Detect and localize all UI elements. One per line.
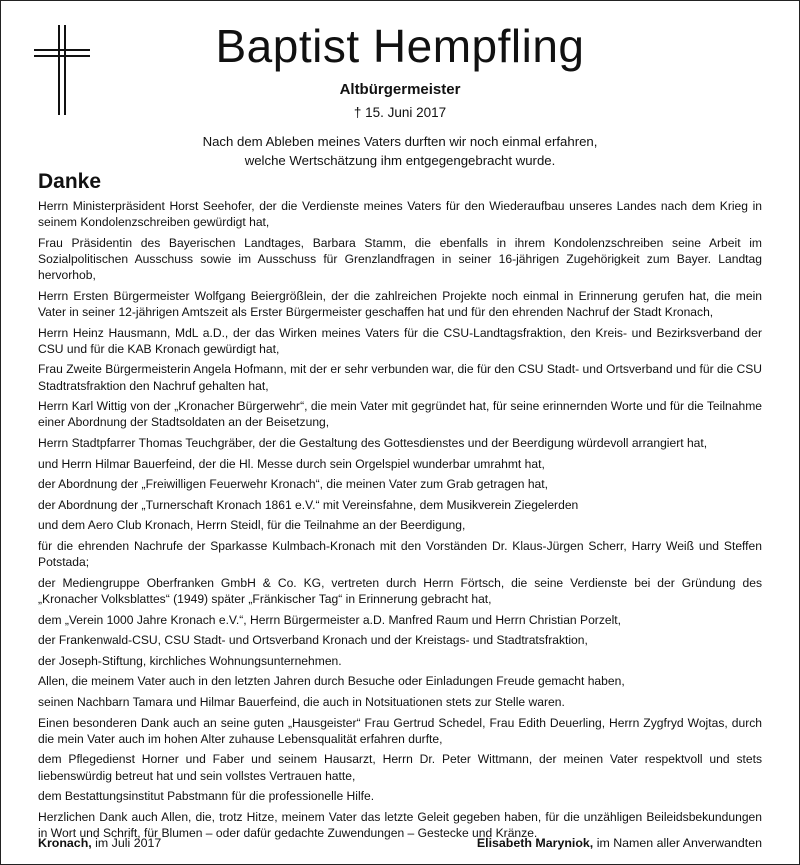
thanks-paragraph: Herrn Heinz Hausmann, MdL a.D., der das Wirken meines Vaters für die CSU-Landtagsfraktion, den Kreis- und Bezirksverband der CSU und für die KAB Kronach gewürdigt hat,: [38, 325, 762, 356]
footer-date: im Juli 2017: [95, 836, 162, 850]
thanks-paragraph: seinen Nachbarn Tamara und Hilmar Bauerfeind, die auch in Notsituationen stets zur Stelle waren.: [38, 694, 565, 709]
thanks-paragraph: Herzlichen Dank auch Allen, die, trotz Hitze, meinem Vater das letzte Geleit gegeben haben, für die unzähligen Beileidsbekundungen in Wort und Schrift, für Blumen – oder dafür gedachte Zuwendungen – Gestecke und Kränze.: [38, 809, 762, 840]
footer-place-date: [38, 834, 161, 852]
thanks-paragraph: der Joseph-Stiftung, kirchliches Wohnungsunternehmen.: [38, 653, 342, 668]
thanks-paragraph: Allen, die meinem Vater auch in den letzten Jahren durch Besuche oder Einladungen Freude gemacht haben,: [38, 674, 625, 689]
thanks-paragraph: Einen besonderen Dank auch an seine guten „Hausgeister“ Frau Gertrud Schedel, Frau Edith Deuerling, Herrn Zygfryd Wojtas, durch die mein Vater auch im hohen Alter zuhause Lebensqualität erfahren durfte,: [38, 715, 762, 746]
deceased-name: Baptist Hempfling: [215, 20, 585, 72]
thanks-paragraph: Herrn Ersten Bürgermeister Wolfgang Beiergrößlein, der die zahlreichen Projekte noch einmal in Erinnerung gerufen hat, die mein Vater in seiner 12-jährigen Amtszeit als Erster Bürgermeister geschaffen hat und für den ehrenden Nachruf der Stadt Kronach,: [38, 288, 762, 319]
thanks-paragraph: der Frankenwald-CSU, CSU Stadt- und Ortsverband Kronach und der Kreistags- und Stadtratsfraktion,: [38, 633, 588, 648]
thanks-paragraph: dem „Verein 1000 Jahre Kronach e.V.“, Herrn Bürgermeister a.D. Manfred Raum und Herrn Christian Porzelt,: [38, 612, 622, 627]
intro-line: Nach dem Ableben meines Vaters durften wir noch einmal erfahren,: [202, 134, 598, 149]
thanks-paragraph: der Abordnung der „Freiwilligen Feuerwehr Kronach“, die meinen Vater zum Grab getragen hat,: [38, 477, 548, 492]
footer-signature: [477, 834, 762, 852]
thanks-paragraph: und dem Aero Club Kronach, Herrn Steidl, für die Teilnahme an der Beerdigung,: [38, 518, 466, 533]
thanks-paragraph: für die ehrenden Nachrufe der Sparkasse Kulmbach-Kronach mit den Vorständen Dr. Klaus-Jürgen Scherr, Harry Weiß und Steffen Potstada;: [38, 538, 762, 570]
thanks-body: [38, 198, 762, 846]
thanks-paragraph: Herrn Ministerpräsident Horst Seehofer, der die Verdienste meines Vaters für den Wiederaufbau unseres Landes nach dem Krieg in seinem Kondolenzschreiben gewürdigt hat,: [38, 199, 762, 230]
thanks-paragraph: dem Bestattungsinstitut Pabstmann für die professionelle Hilfe.: [38, 789, 375, 804]
thanks-paragraph: dem Pflegedienst Horner und Faber und seinem Hausarzt, Herrn Dr. Peter Wittmann, der meinen Vater respektvoll und stets liebenswürdig betreut hat und sein vollstes Vertrauen hatte,: [38, 752, 762, 783]
thanks-paragraph: der Abordnung der „Turnerschaft Kronach 1861 e.V.“ mit Vereinsfahne, dem Musikverein Ziegelerden: [38, 497, 579, 512]
death-date: † 15. Juni 2017: [353, 105, 447, 120]
intro-text: [130, 132, 670, 170]
thanks-paragraph: und Herrn Hilmar Bauerfeind, der die Hl. Messe durch sein Orgelspiel wunderbar umrahmt hat,: [38, 456, 545, 471]
footer-place: Kronach,: [38, 836, 92, 850]
thanks-paragraph: der Mediengruppe Oberfranken GmbH & Co. KG, vertreten durch Herrn Förtsch, die seine Verdienste bei der Gründung des „Kronacher Volksblattes“ (1949) später „Fränkischer Tag“ in Erinnerung gebracht hat,: [38, 575, 762, 606]
thanks-paragraph: Frau Zweite Bürgermeisterin Angela Hofmann, mit der er sehr verbunden war, die für den CSU Stadt- und Ortsverband und für die CSU Stadtratsfraktion den Nachruf gehalten hat,: [38, 362, 762, 393]
danke-heading: Danke: [38, 170, 102, 193]
intro-line: welche Wertschätzung ihm entgegengebracht wurde.: [244, 153, 556, 168]
thanks-paragraph: Herrn Karl Wittig von der „Kronacher Bürgerwehr“, die mein Vater mit gegründet hat, für seine erinnernden Worte und für die Teilnahme einer Abordnung der Stadtsoldaten an der Beisetzung,: [38, 399, 762, 430]
thanks-paragraph: Frau Präsidentin des Bayerischen Landtages, Barbara Stamm, die ebenfalls in ihrem Kondolenzschreiben seine Arbeit im Sozialpolitischen Ausschuss sowie im Ausschuss für Grenzlandfragen in seiner 16-jährigen Zugehörigkeit zum Bayer. Landtag hervorhob,: [38, 235, 762, 283]
thanks-paragraph: Herrn Stadtpfarrer Thomas Teuchgräber, der die Gestaltung des Gottesdienstes und der Beerdigung würdevoll arrangiert hat,: [38, 435, 708, 450]
deceased-title: Altbürgermeister: [339, 81, 461, 98]
footer-signer: Elisabeth Maryniok,: [476, 836, 594, 850]
cross-icon: [34, 25, 94, 115]
footer-signer-suffix: im Namen aller Anverwandten: [596, 836, 762, 850]
